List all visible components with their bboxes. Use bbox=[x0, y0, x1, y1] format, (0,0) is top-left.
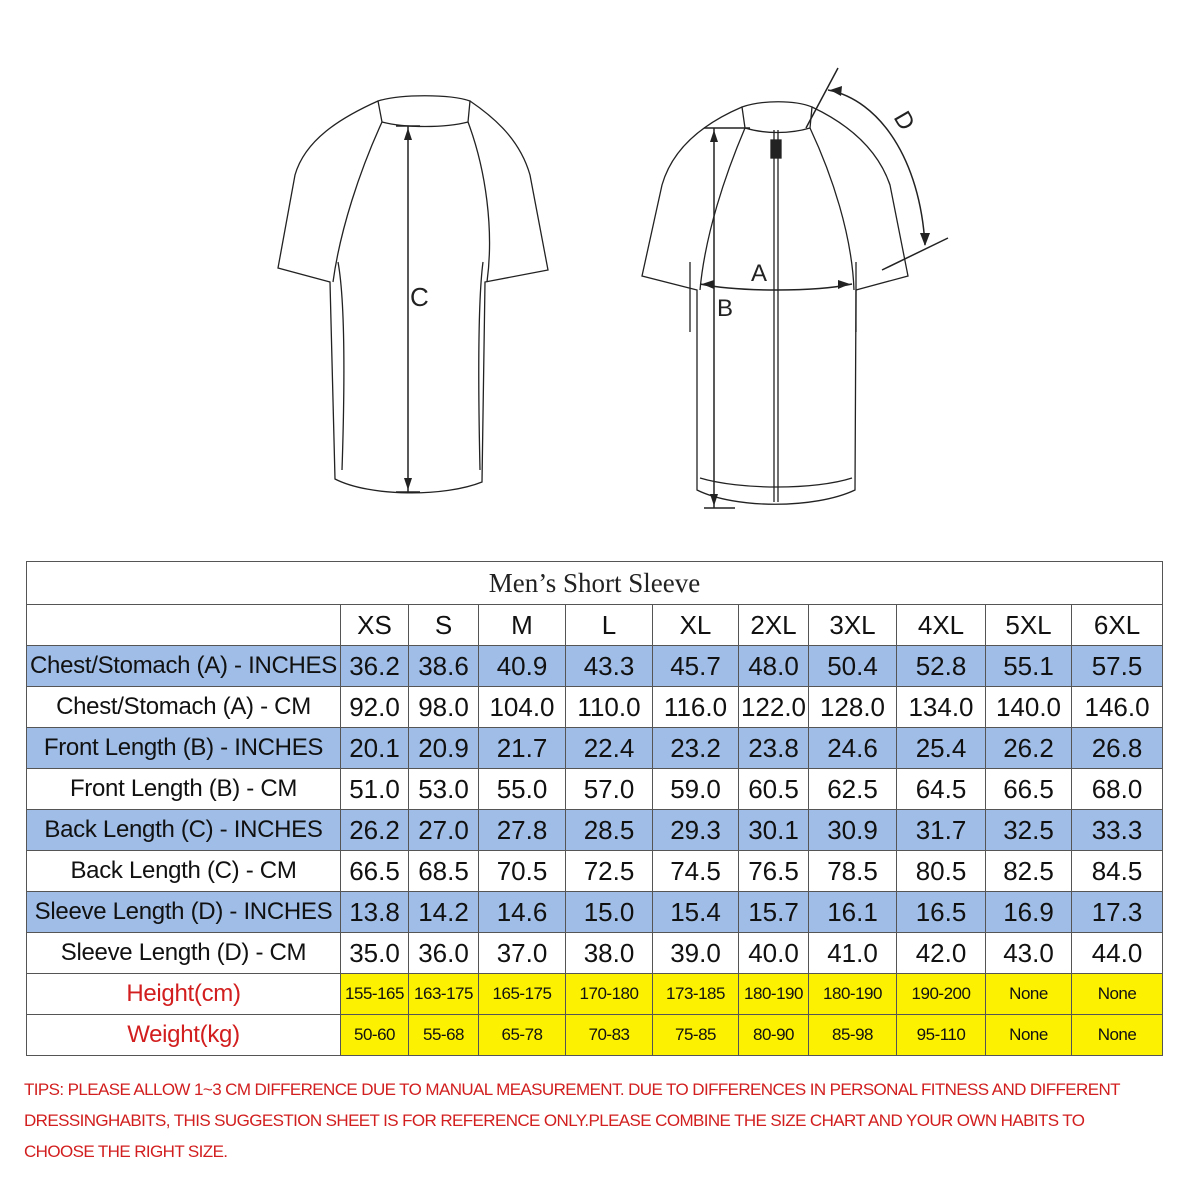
row-label: Front Length (B) - INCHES bbox=[27, 728, 341, 769]
table-cell: 78.5 bbox=[809, 851, 897, 892]
size-header-6xl: 6XL bbox=[1072, 605, 1163, 646]
table-cell: 40.9 bbox=[479, 646, 566, 687]
size-header-5xl: 5XL bbox=[986, 605, 1072, 646]
jersey-measurement-diagram bbox=[0, 0, 1200, 560]
table-cell: 16.9 bbox=[986, 892, 1072, 933]
table-cell: 27.8 bbox=[479, 810, 566, 851]
table-title-row bbox=[27, 562, 1163, 605]
table-cell: 28.5 bbox=[566, 810, 653, 851]
table-cell: 165-175 bbox=[479, 974, 566, 1015]
table-cell: 55-68 bbox=[409, 1015, 479, 1056]
table-cell: 21.7 bbox=[479, 728, 566, 769]
table-cell: 38.6 bbox=[409, 646, 479, 687]
table-row bbox=[27, 892, 1163, 933]
table-cell: 104.0 bbox=[479, 687, 566, 728]
table-cell: None bbox=[986, 974, 1072, 1015]
size-header-row bbox=[27, 605, 1163, 646]
table-row bbox=[27, 687, 1163, 728]
table-cell: 36.0 bbox=[409, 933, 479, 974]
table-cell: 50.4 bbox=[809, 646, 897, 687]
height-row-label: Height(cm) bbox=[27, 974, 341, 1015]
table-cell: 36.2 bbox=[341, 646, 409, 687]
table-row bbox=[27, 728, 1163, 769]
table-cell: 25.4 bbox=[897, 728, 986, 769]
table-cell: 57.0 bbox=[566, 769, 653, 810]
row-label: Sleeve Length (D) - CM bbox=[27, 933, 341, 974]
back-length-label: C bbox=[410, 282, 429, 312]
jersey-front-view bbox=[642, 102, 908, 505]
table-cell: 80-90 bbox=[739, 1015, 809, 1056]
table-cell: 98.0 bbox=[409, 687, 479, 728]
table-cell: 51.0 bbox=[341, 769, 409, 810]
table-cell: 80.5 bbox=[897, 851, 986, 892]
table-cell: 72.5 bbox=[566, 851, 653, 892]
table-cell: 57.5 bbox=[1072, 646, 1163, 687]
size-header-xs: XS bbox=[341, 605, 409, 646]
table-cell: 30.9 bbox=[809, 810, 897, 851]
row-label: Front Length (B) - CM bbox=[27, 769, 341, 810]
table-cell: 59.0 bbox=[653, 769, 739, 810]
table-cell: 82.5 bbox=[986, 851, 1072, 892]
table-row bbox=[27, 810, 1163, 851]
table-cell: 134.0 bbox=[897, 687, 986, 728]
table-cell: 43.0 bbox=[986, 933, 1072, 974]
table-cell: None bbox=[1072, 1015, 1163, 1056]
table-cell: 20.1 bbox=[341, 728, 409, 769]
table-cell: 173-185 bbox=[653, 974, 739, 1015]
table-cell: 40.0 bbox=[739, 933, 809, 974]
table-cell: 45.7 bbox=[653, 646, 739, 687]
table-cell: 48.0 bbox=[739, 646, 809, 687]
table-cell: 26.8 bbox=[1072, 728, 1163, 769]
table-cell: 122.0 bbox=[739, 687, 809, 728]
height-row bbox=[27, 974, 1163, 1015]
table-cell: 180-190 bbox=[809, 974, 897, 1015]
table-row bbox=[27, 769, 1163, 810]
table-row bbox=[27, 933, 1163, 974]
table-cell: 22.4 bbox=[566, 728, 653, 769]
chest-arrow bbox=[700, 280, 852, 290]
table-cell: 15.7 bbox=[739, 892, 809, 933]
table-cell: 76.5 bbox=[739, 851, 809, 892]
table-cell: 84.5 bbox=[1072, 851, 1163, 892]
table-cell: 62.5 bbox=[809, 769, 897, 810]
table-cell: 16.5 bbox=[897, 892, 986, 933]
table-cell: 17.3 bbox=[1072, 892, 1163, 933]
table-cell: 16.1 bbox=[809, 892, 897, 933]
table-cell: 23.8 bbox=[739, 728, 809, 769]
row-label: Back Length (C) - INCHES bbox=[27, 810, 341, 851]
table-cell: 146.0 bbox=[1072, 687, 1163, 728]
row-label: Chest/Stomach (A) - CM bbox=[27, 687, 341, 728]
table-cell: 24.6 bbox=[809, 728, 897, 769]
size-chart-table bbox=[26, 561, 1163, 1056]
table-cell: 39.0 bbox=[653, 933, 739, 974]
table-cell: 37.0 bbox=[479, 933, 566, 974]
size-header-m: M bbox=[479, 605, 566, 646]
size-header-2xl: 2XL bbox=[739, 605, 809, 646]
front-length-arrow bbox=[690, 128, 856, 508]
table-cell: 26.2 bbox=[986, 728, 1072, 769]
tips-note: TIPS: PLEASE ALLOW 1~3 CM DIFFERENCE DUE TO MANUAL MEASUREMENT. DUE TO DIFFERENCES IN PERSONAL FITNESS AND DIFFERENT DRESSINGHABITS, THIS SUGGESTION SHEET IS FOR REFERENCE ONLY.PLEASE COMBINE THE SIZE CHART AND YOUR OWN HABITS TO CHOOSE THE RIGHT SIZE. bbox=[24, 1080, 1120, 1161]
weight-row-label: Weight(kg) bbox=[27, 1015, 341, 1056]
table-cell: 29.3 bbox=[653, 810, 739, 851]
table-cell: 50-60 bbox=[341, 1015, 409, 1056]
table-cell: 31.7 bbox=[897, 810, 986, 851]
table-cell: 44.0 bbox=[1072, 933, 1163, 974]
table-cell: 53.0 bbox=[409, 769, 479, 810]
table-cell: 74.5 bbox=[653, 851, 739, 892]
table-cell: 14.2 bbox=[409, 892, 479, 933]
table-row bbox=[27, 851, 1163, 892]
table-cell: 26.2 bbox=[341, 810, 409, 851]
front-length-label: B bbox=[717, 295, 734, 322]
table-cell: 85-98 bbox=[809, 1015, 897, 1056]
table-cell: 155-165 bbox=[341, 974, 409, 1015]
size-header-xl: XL bbox=[653, 605, 739, 646]
table-cell: 14.6 bbox=[479, 892, 566, 933]
row-label: Back Length (C) - CM bbox=[27, 851, 341, 892]
table-cell: 66.5 bbox=[341, 851, 409, 892]
table-cell: 190-200 bbox=[897, 974, 986, 1015]
table-cell: 163-175 bbox=[409, 974, 479, 1015]
table-cell: 52.8 bbox=[897, 646, 986, 687]
table-cell: 65-78 bbox=[479, 1015, 566, 1056]
table-cell: 20.9 bbox=[409, 728, 479, 769]
table-cell: 55.0 bbox=[479, 769, 566, 810]
table-title: Men’s Short Sleeve bbox=[27, 562, 1163, 605]
table-cell: 70-83 bbox=[566, 1015, 653, 1056]
table-cell: 180-190 bbox=[739, 974, 809, 1015]
table-cell: None bbox=[1072, 974, 1163, 1015]
table-cell: 110.0 bbox=[566, 687, 653, 728]
table-cell: 15.0 bbox=[566, 892, 653, 933]
size-header-l: L bbox=[566, 605, 653, 646]
weight-row bbox=[27, 1015, 1163, 1056]
sleeve-length-label: D bbox=[887, 106, 920, 136]
row-label: Chest/Stomach (A) - INCHES bbox=[27, 646, 341, 687]
table-cell: 42.0 bbox=[897, 933, 986, 974]
size-header-s: S bbox=[409, 605, 479, 646]
table-cell: 116.0 bbox=[653, 687, 739, 728]
table-cell: 43.3 bbox=[566, 646, 653, 687]
table-cell: 68.5 bbox=[409, 851, 479, 892]
row-label: Sleeve Length (D) - INCHES bbox=[27, 892, 341, 933]
table-cell: 64.5 bbox=[897, 769, 986, 810]
table-cell: 68.0 bbox=[1072, 769, 1163, 810]
table-cell: 170-180 bbox=[566, 974, 653, 1015]
table-cell: 23.2 bbox=[653, 728, 739, 769]
chest-label: A bbox=[751, 260, 768, 287]
table-cell: None bbox=[986, 1015, 1072, 1056]
table-row bbox=[27, 646, 1163, 687]
table-cell: 75-85 bbox=[653, 1015, 739, 1056]
table-cell: 30.1 bbox=[739, 810, 809, 851]
table-cell: 55.1 bbox=[986, 646, 1072, 687]
table-cell: 92.0 bbox=[341, 687, 409, 728]
table-cell: 38.0 bbox=[566, 933, 653, 974]
table-cell: 35.0 bbox=[341, 933, 409, 974]
table-cell: 15.4 bbox=[653, 892, 739, 933]
table-cell: 60.5 bbox=[739, 769, 809, 810]
table-cell: 66.5 bbox=[986, 769, 1072, 810]
table-cell: 13.8 bbox=[341, 892, 409, 933]
table-cell: 41.0 bbox=[809, 933, 897, 974]
table-cell: 128.0 bbox=[809, 687, 897, 728]
table-cell: 27.0 bbox=[409, 810, 479, 851]
table-cell: 95-110 bbox=[897, 1015, 986, 1056]
table-cell: 32.5 bbox=[986, 810, 1072, 851]
table-cell: 70.5 bbox=[479, 851, 566, 892]
size-header-4xl: 4XL bbox=[897, 605, 986, 646]
table-cell: 140.0 bbox=[986, 687, 1072, 728]
table-cell: 33.3 bbox=[1072, 810, 1163, 851]
size-header-3xl: 3XL bbox=[809, 605, 897, 646]
header-empty-cell bbox=[27, 605, 341, 646]
